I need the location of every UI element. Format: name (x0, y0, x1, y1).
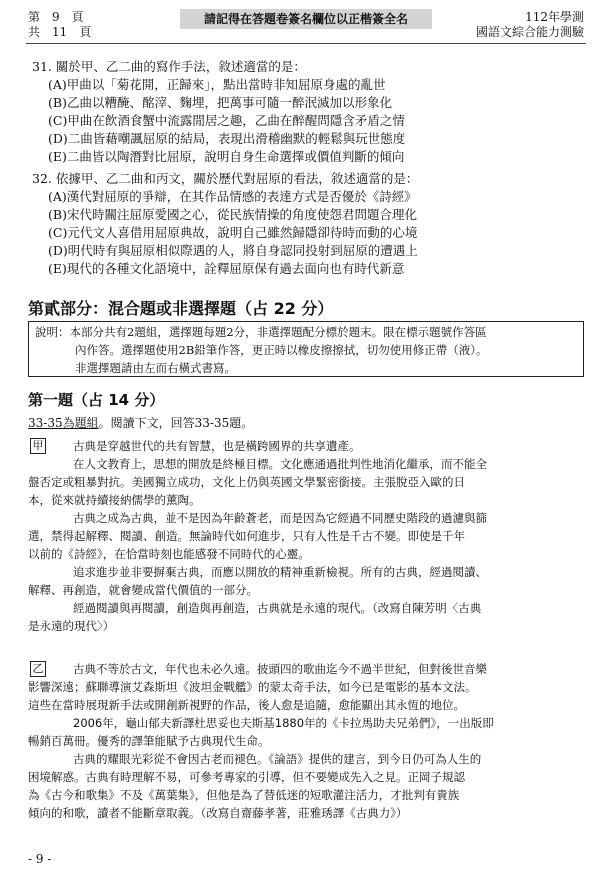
page-label: 第 9 頁 (28, 10, 84, 24)
q31-option-d[interactable]: (D)二曲皆藉嘲諷屈原的結局，表現出滑稽幽默的輕鬆與玩世態度 (48, 131, 406, 146)
page-number: - 9 - (28, 852, 52, 866)
passage-a-line: 解釋、再創造，就會變成當代價值的一部分。 (28, 583, 258, 597)
instructions-line-2: 內作答。選擇題使用2B鉛筆作答，更正時以橡皮擦擦拭，切勿使用修正帶（液）。 (75, 343, 488, 357)
passage-b-tag: 乙 (30, 661, 46, 677)
instructions-line-1: 說明：本部分共有2題組，選擇題每題2分，非選擇題配分標於題末。限在標示題號作答區 (35, 325, 487, 339)
q32-option-c[interactable]: (C)元代文人喜借用屈原典故，說明自己雖然歸隱卻待時而動的心境 (48, 225, 418, 240)
passage-a-line: 經過閱讀與再閱讀，創造與再創造，古典就是永遠的現代。（改寫自陳芳明〈古典 (50, 601, 482, 615)
q31-option-b[interactable]: (B)乙曲以糟醃、酩滓、麴埋，把萬事可隨一醉泯滅加以形象化 (48, 95, 392, 110)
q32-option-e[interactable]: (E)現代的各種文化語境中，詮釋屈原保有過去面向也有時代新意 (48, 261, 405, 276)
group-intro-rest: 。閱讀下文，回答33-35題。 (98, 416, 254, 430)
signature-reminder-banner: 請記得在答題卷簽名欄位以正楷簽全名 (180, 9, 432, 29)
passage-a-line: 古典之成為古典，並不是因為年齡蒼老，而是因為它經過不同歷史階段的過濾與篩 (50, 511, 487, 525)
passage-b-line: 影響深遠；蘇聯導演艾森斯坦《波坦金戰艦》的蒙太奇手法，如今已是電影的基本文法。 (28, 680, 477, 694)
section-title: 第貳部分：混合題或非選擇題（占 22 分） (28, 299, 334, 318)
passage-a-line: 選，禁得起解釋、閱讀、創造。無論時代如何進步，只有人性是千古不變。即使是千年 (28, 529, 465, 543)
q31-option-a[interactable]: (A)甲曲以「菊花開，正歸來」，點出當時非知屈原身處的亂世 (48, 77, 386, 92)
passage-a-line: 追求進步並非要摒棄古典，而應以開放的精神重新檢視。所有的古典，經過閱讀、 (50, 565, 487, 579)
question-31-stem: 31. 關於甲、乙二曲的寫作手法，敘述適當的是： (32, 59, 306, 74)
passage-b-line: 古典不等於古文，年代也未必久遠。披頭四的歌曲迄今不過半世紀，但對後世音樂 (50, 662, 487, 676)
exam-name: 國語文綜合能力測驗 (475, 25, 584, 39)
passage-b-line: 暢銷百萬冊。優秀的譯筆能賦予古典現代生命。 (28, 734, 270, 748)
total-pages-label: 共 11 頁 (28, 25, 92, 39)
passage-a-line: 本，從來就持續接納儒學的薰陶。 (28, 493, 201, 507)
q31-option-e[interactable]: (E)二曲皆以陶潛對比屈原，說明自身生命選擇或價值判斷的傾向 (48, 149, 405, 164)
passage-a-line: 以前的《詩經》，在恰當時刻也能感發不同時代的心靈。 (28, 547, 310, 561)
passage-b-line: 古典的耀眼光彩從不會因古老而褪色。《論語》提供的建言，到今日仍可為人生的 (50, 752, 482, 766)
q32-option-b[interactable]: (B)宋代時關注屈原愛國之心，從民族情操的角度使怨君問題合理化 (48, 207, 417, 222)
passage-a-line: 盤否定或粗暴對抗。美國獨立成功，文化上仍與英國文學緊密銜接。主張脫亞入歐的日 (28, 475, 465, 489)
passage-a-line: 古典是穿越世代的共有智慧，也是橫跨國界的共享遺產。 (50, 439, 361, 453)
passage-a-line: 在人文教育上，思想的開放是終極目標。文化應通過批判性地消化繼承，而不能全 (50, 457, 487, 471)
passage-b-line: 這些在當時展現新手法或開創新視野的作品，後人愈是追隨，愈能顯出其永恆的地位。 (28, 698, 465, 712)
header-divider (26, 43, 586, 44)
passage-a-tag: 甲 (30, 438, 46, 454)
passage-b-line: 為《古今和歌集》不及《萬葉集》，但他是為了替低迷的短歌灌注活力，才批判有貴族 (28, 788, 460, 802)
exam-year: 112年學測 (525, 10, 584, 24)
q31-option-c[interactable]: (C)甲曲在飲酒食蟹中流露閒居之趣，乙曲在醉醒問隱含矛盾之情 (48, 113, 405, 128)
passage-b-line: 傾向的和歌，讀者不能斷章取義。（改寫自齋藤孝著，莊雅琇譯《古典力》） (28, 806, 408, 820)
passage-b-line: 2006年，龜山郁夫新譯杜思妥也夫斯基1880年的《卡拉馬助夫兄弟們》，一出版即 (50, 716, 494, 730)
group-intro (28, 414, 253, 431)
passage-b (28, 660, 590, 822)
q32-option-a[interactable]: (A)漢代對屈原的爭辯，在其作品情感的表達方式是否優於《詩經》 (48, 189, 417, 204)
instructions-box (28, 321, 584, 377)
question-32-stem: 32. 依據甲、乙二曲和丙文，關於歷代對屈原的看法，敘述適當的是： (32, 171, 419, 186)
passage-a (28, 437, 590, 635)
passage-b-line: 困境解惑。古典有時理解不易，可參考專家的引導，但不要變成先入之見。正岡子規認 (28, 770, 465, 784)
q32-option-d[interactable]: (D)明代時有與屈原相似際遇的人，將自身認同投射到屈原的遭遇上 (48, 243, 418, 258)
group-intro-underlined: 33-35為題組 (28, 416, 99, 430)
instructions-line-3: 非選擇題請由左而右橫式書寫。 (75, 361, 236, 375)
passage-a-line: 是永遠的現代〉） (28, 619, 115, 633)
group-title: 第一題（占 14 分） (28, 391, 165, 409)
